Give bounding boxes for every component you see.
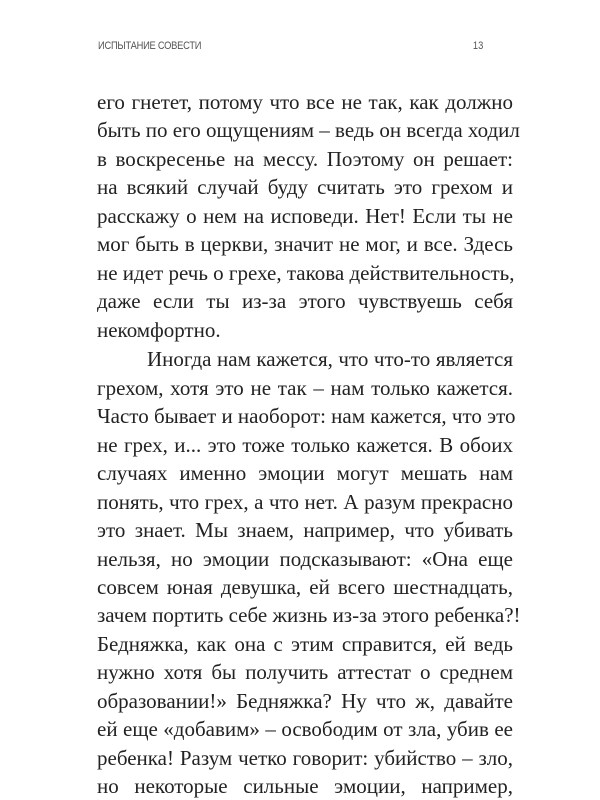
text-line: ребенка! Разум четко говорит: убийство – зло, bbox=[97, 745, 513, 770]
text-line: не грех, и... это тоже только кажется. В обоих bbox=[97, 432, 513, 457]
body-text bbox=[97, 88, 521, 800]
paragraph bbox=[97, 88, 520, 344]
text-line: нужно хотя бы получить аттестат о среднем bbox=[97, 660, 513, 685]
text-line: Бедняжка, как она с этим справится, ей ведь bbox=[97, 631, 513, 656]
text-line: не идет речь о грехе, такова действительность, bbox=[97, 260, 515, 285]
text-line: ей еще «добавим» – освободим от зла, убив ее bbox=[97, 717, 513, 742]
text-line: но некоторые сильные эмоции, например, bbox=[97, 774, 513, 798]
text-line: это знает. Мы знаем, например, что убивать bbox=[97, 518, 513, 543]
running-header bbox=[98, 40, 512, 56]
text-line: быть по его ощущениям – ведь он всегда ходил bbox=[97, 118, 520, 143]
text-line: понять, что грех, а что нет. А разум прекрасно bbox=[97, 489, 513, 514]
running-title: ИСПЫТАНИЕ СОВЕСТИ bbox=[98, 40, 202, 52]
text-line: его гнетет, потому что все не так, как должно bbox=[97, 90, 513, 114]
text-line: зачем портить себе жизнь из-за этого ребенка?! bbox=[97, 603, 521, 628]
text-line: нельзя, но эмоции подсказывают: «Она еще bbox=[97, 546, 513, 571]
text-line: случаях именно эмоции могут мешать нам bbox=[97, 461, 513, 486]
text-line: грехом, хотя это не так – нам только кажется. bbox=[97, 375, 513, 400]
paragraph bbox=[97, 345, 521, 800]
text-line: на всякий случай буду считать это грехом и bbox=[97, 175, 513, 200]
text-line: Часто бывает и наоборот: нам кажется, что это bbox=[97, 404, 516, 429]
text-line: расскажу о нем на исповеди. Нет! Если ты не bbox=[97, 203, 513, 228]
text-line: даже если ты из-за этого чувствуешь себя bbox=[97, 289, 513, 314]
text-line: образовании!» Бедняжка? Ну что ж, давайте bbox=[97, 688, 513, 713]
text-line: Иногда нам кажется, что что-то является bbox=[147, 347, 513, 372]
text-line: некомфортно. bbox=[97, 317, 221, 342]
page-number: 13 bbox=[472, 40, 484, 52]
text-line: мог быть в церкви, значит не мог, и все. Здесь bbox=[97, 232, 513, 257]
text-line: в воскресенье на мессу. Поэтому он решает: bbox=[97, 146, 513, 171]
text-line: совсем юная девушка, ей всего шестнадцать, bbox=[97, 574, 513, 599]
